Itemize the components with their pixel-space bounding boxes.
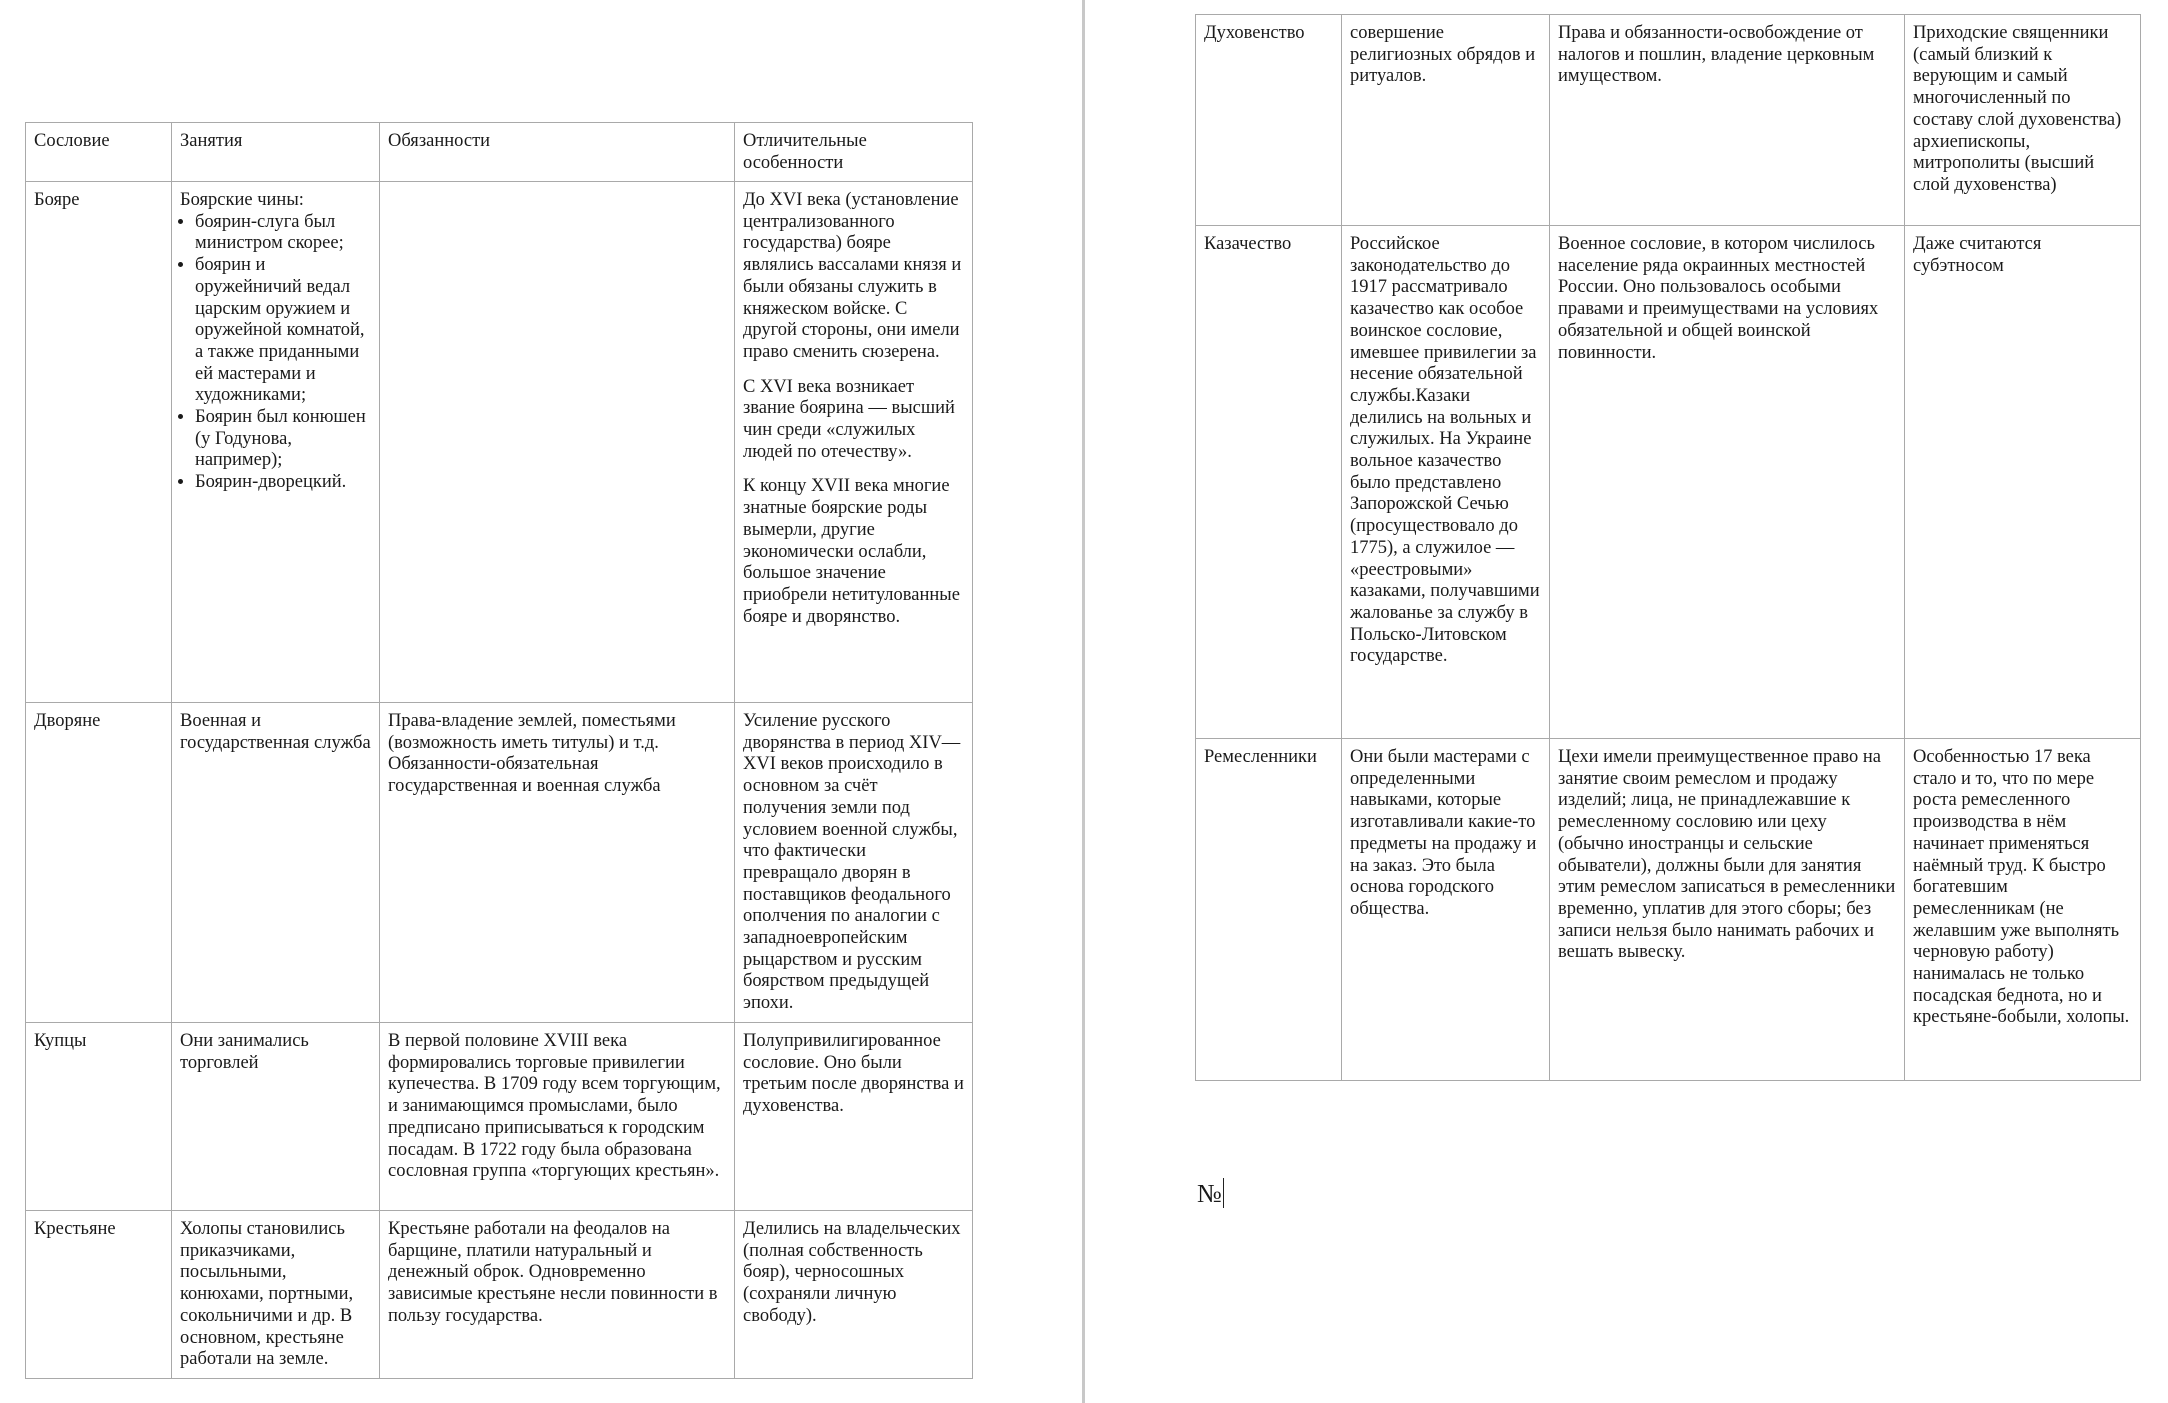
occupation-cell: Холопы становились приказчиками, посыльными, конюхами, портными, сокольничими и др. В основном, крестьяне работали на земле.: [172, 1211, 380, 1379]
boyar-ranks-list: [180, 212, 372, 494]
table-row: [26, 1023, 973, 1211]
occupation-cell: Они были мастерами с определенными навыками, которые изготавливали какие-то предметы на продажу и на заказ. Это была основа городского общества.: [1342, 739, 1550, 1081]
table-row: [26, 1211, 973, 1379]
features-paragraph: С XVI века возникает звание боярина — высший чин среди «служилых людей по отечеству».: [743, 376, 955, 462]
header-cell: Отличительные особенности: [735, 123, 973, 182]
occupation-intro: Боярские чины:: [180, 190, 304, 210]
features-cell: Полупривилигированное сословие. Оно были третьим после дворянства и духовенства.: [735, 1023, 973, 1211]
table-row: [1196, 739, 2141, 1081]
text-cursor-line[interactable]: [1197, 1178, 1224, 1209]
estate-cell: Крестьяне: [26, 1211, 172, 1379]
features-cell: Делились на владельческих (полная собственность бояр), черносошных (сохраняли личную свободу).: [735, 1211, 973, 1379]
estate-cell: Бояре: [26, 182, 172, 703]
occupation-cell: [172, 182, 380, 703]
features-cell: Усиление русского дворянства в период XIV—XVI веков происходило в основном за счёт получения земли под условием военной службы, что фактически превращало дворян в поставщиков феодального ополчения по аналогии с западноевропейским рыцарством и русским боярством предыдущей эпохи.: [735, 703, 973, 1023]
header-cell: Занятия: [172, 123, 380, 182]
features-cell: Особенностью 17 века стало и то, что по мере роста ремесленного производства в нём начинает применяться наёмный труд. К быстро богатевшим ремесленникам (не желавшим уже выполнять черновую работу) нанималась не только посадская беднота, но и крестьяне-бобыли, холопы.: [1905, 739, 2141, 1081]
duties-cell: Права и обязанности-освобождение от налогов и пошлин, владение церковным имуществом.: [1550, 15, 1905, 226]
duties-cell: Военное сословие, в котором числилось население ряда окраинных местностей России. Оно пользовалось особыми правами и преимуществами на условиях обязательной и общей воинской повинности.: [1550, 226, 1905, 739]
table-row: [1196, 226, 2141, 739]
table-row: [1196, 15, 2141, 226]
features-cell: Даже считаются субэтносом: [1905, 226, 2141, 739]
estate-cell: Дворяне: [26, 703, 172, 1023]
list-item: • боярин и оружейничий ведал царским оружием и оружейной комнатой, а также приданными ей мастерами и художниками;: [195, 255, 372, 407]
text-cursor: [1223, 1178, 1225, 1208]
features-paragraph: К концу XVII века многие знатные боярские роды вымерли, другие экономически ослабли, большое значение приобрели нетитулованные бояре и дворянство.: [743, 476, 960, 627]
list-item: • Боярин-дворецкий.: [195, 472, 372, 494]
features-paragraph: До XVI века (установление централизованного государства) бояре являлись вассалами князя и были обязаны служить в княжеском войске. С другой стороны, они имели право сменить сюзерена.: [743, 190, 962, 362]
features-cell: Приходские священники (самый близкий к верующим и самый многочисленный по составу слой духовенства) архиепископы, митрополиты (высший слой духовенства): [1905, 15, 2141, 226]
estates-table-right: [1195, 14, 2141, 1081]
estate-cell: Казачество: [1196, 226, 1342, 739]
estate-cell: Купцы: [26, 1023, 172, 1211]
occupation-cell: Они занимались торговлей: [172, 1023, 380, 1211]
header-cell: Обязанности: [380, 123, 735, 182]
list-item: • Боярин был конюшен (у Годунова, например);: [195, 407, 372, 472]
features-cell: [735, 182, 973, 703]
header-cell: Сословие: [26, 123, 172, 182]
duties-cell: [380, 182, 735, 703]
occupation-cell: Военная и государственная служба: [172, 703, 380, 1023]
document-page-right: [1085, 0, 2168, 1403]
duties-cell: В первой половине XVIII века формировались торговые привилегии купечества. В 1709 году всем торгующим, и занимающимся промыслами, было предписано приписываться к городским посадам. В 1722 году была образована сословная группа «торгующих крестьян».: [380, 1023, 735, 1211]
duties-cell: Права-владение землей, поместьями (возможность иметь титулы) и т.д. Обязанности-обязательная государственная и военная служба: [380, 703, 735, 1023]
duties-cell: Цехи имели преимущественное право на занятие своим ремеслом и продажу изделий; лица, не принадлежавшие к ремесленному сословию или цеху (обычно иностранцы и сельские обыватели), должны были для занятия этим ремеслом записаться в ремесленники временно, уплатив для этого сборы; без записи нельзя было нанимать рабочих и вешать вывеску.: [1550, 739, 1905, 1081]
table-row: [26, 703, 973, 1023]
document-page-left: [0, 0, 1082, 1403]
occupation-cell: совершение религиозных обрядов и ритуалов.: [1342, 15, 1550, 226]
list-item: • боярин-слуга был министром скорее;: [195, 212, 372, 255]
number-sign-text: №: [1197, 1179, 1222, 1208]
table-header-row: [26, 123, 973, 182]
estate-cell: Духовенство: [1196, 15, 1342, 226]
estate-cell: Ремесленники: [1196, 739, 1342, 1081]
estates-table-left: [25, 122, 973, 1379]
table-row: [26, 182, 973, 703]
duties-cell: Крестьяне работали на феодалов на барщине, платили натуральный и денежный оброк. Одновременно зависимые крестьяне несли повинности в пользу государства.: [380, 1211, 735, 1379]
occupation-cell: Российское законодательство до 1917 рассматривало казачество как особое воинское сословие, имевшее привилегии за несение обязательной службы.Казаки делились на вольных и служилых. На Украине вольное казачество было представлено Запорожской Сечью (просуществовало до 1775), а служилое — «реестровыми» казаками, получавшими жалованье за службу в Польско-Литовском государстве.: [1342, 226, 1550, 739]
